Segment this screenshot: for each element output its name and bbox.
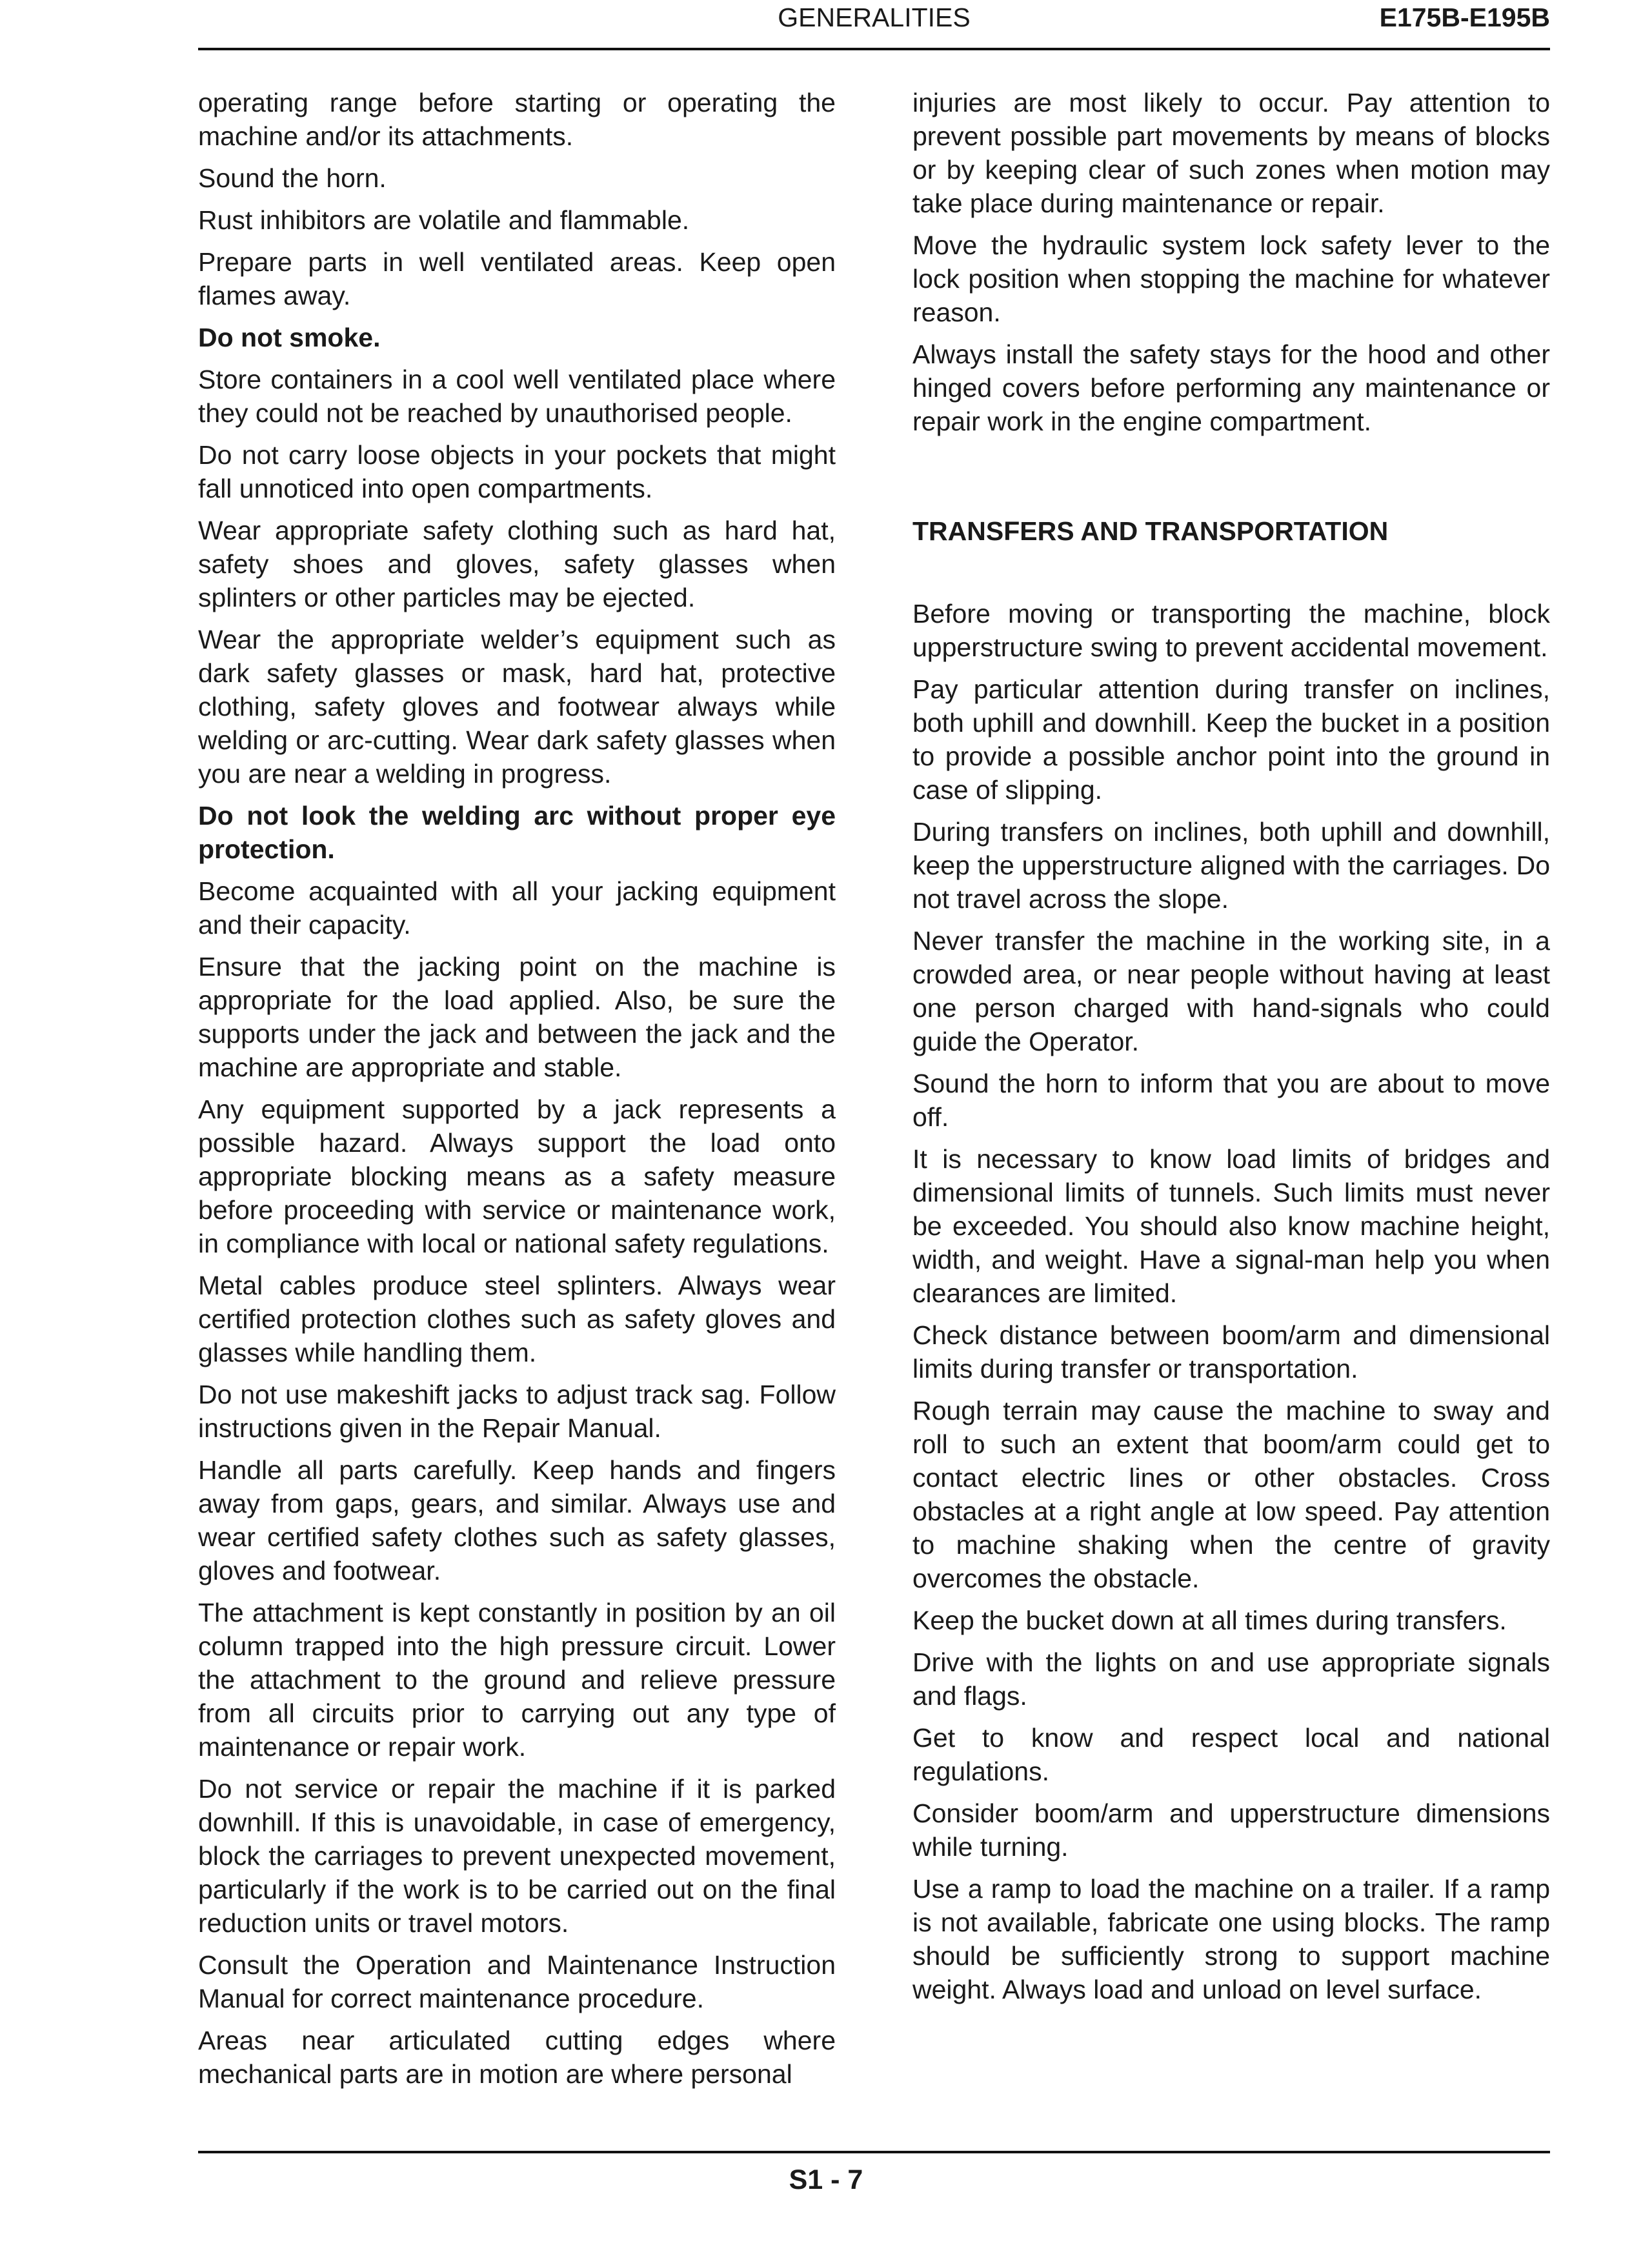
paragraph: Sound the horn to inform that you are about to move off.: [912, 1069, 1550, 1132]
page-header: [198, 0, 1550, 50]
paragraph: Any equipment supported by a jack represents a possible hazard. Always support the load onto appropriate blocking means as a safety measure before proceeding with service or maintenance work, in compliance with local or national safety regulations.: [198, 1094, 836, 1258]
left-column: [198, 86, 836, 2099]
paragraph: Do not service or repair the machine if it is parked downhill. If this is unavoidable, in case of emergency, block the carriages to prevent unexpected movement, particularly if the work is to be carried out on the final reduction units or travel motors.: [198, 1774, 836, 1938]
paragraph: Handle all parts carefully. Keep hands and fingers away from gaps, gears, and similar. Always use and wear certified safety clothes such as safety glasses, gloves and footwear.: [198, 1455, 836, 1586]
right-column: [912, 86, 1550, 2015]
paragraph: Keep the bucket down at all times during transfers.: [912, 1606, 1507, 1635]
warning-paragraph: Do not look the welding arc without proper eye protection.: [198, 801, 836, 864]
paragraph: Pay particular attention during transfer on inclines, both uphill and downhill. Keep the bucket in a position to provide a possible anchor point into the ground in case of slipping.: [912, 674, 1550, 805]
paragraph: Check distance between boom/arm and dimensional limits during transfer or transportation.: [912, 1320, 1550, 1384]
paragraph: Do not use makeshift jacks to adjust track sag. Follow instructions given in the Repair Manual.: [198, 1380, 836, 1443]
paragraph: Get to know and respect local and national regulations.: [912, 1723, 1550, 1786]
paragraph: Never transfer the machine in the working site, in a crowded area, or near people without having at least one person charged with hand-signals who could guide the Operator.: [912, 926, 1550, 1056]
paragraph: Metal cables produce steel splinters. Always wear certified protection clothes such as safety gloves and glasses while handling them.: [198, 1271, 836, 1367]
paragraph: Before moving or transporting the machine, block upperstructure swing to prevent accidental movement.: [912, 599, 1550, 662]
paragraph: injuries are most likely to occur. Pay attention to prevent possible part movements by means of blocks or by keeping clear of such zones when motion may take place during maintenance or repair.: [912, 88, 1550, 218]
paragraph: Rough terrain may cause the machine to sway and roll to such an extent that boom/arm could get to contact electric lines or other obstacles. Cross obstacles at a right angle at low speed. Pay attention to machine shaking when the centre of gravity overcomes the obstacle.: [912, 1396, 1550, 1593]
paragraph: The attachment is kept constantly in position by an oil column trapped into the high pressure circuit. Lower the attachment to the ground and relieve pressure from all circuits prior to carrying out any type of maintenance or repair work.: [198, 1598, 836, 1762]
warning-paragraph: Do not smoke.: [198, 323, 381, 352]
paragraph: Sound the horn.: [198, 163, 387, 193]
paragraph: Prepare parts in well ventilated areas. Keep open flames away.: [198, 247, 836, 310]
footer-divider: [198, 2151, 1550, 2153]
paragraph: Always install the safety stays for the hood and other hinged covers before performing any maintenance or repair work in the engine compartment.: [912, 339, 1550, 436]
paragraph: Consider boom/arm and upperstructure dimensions while turning.: [912, 1798, 1550, 1862]
section-title: GENERALITIES: [778, 3, 971, 32]
paragraph: Areas near articulated cutting edges where mechanical parts are in motion are where personal: [198, 2026, 836, 2089]
paragraph: Do not carry loose objects in your pockets that might fall unnoticed into open compartments.: [198, 440, 836, 503]
paragraph: Become acquainted with all your jacking equipment and their capacity.: [198, 876, 836, 940]
paragraph: Wear appropriate safety clothing such as hard hat, safety shoes and gloves, safety glasses when splinters or other particles may be ejected.: [198, 516, 836, 612]
section-heading: TRANSFERS AND TRANSPORTATION: [912, 516, 1389, 546]
paragraph: Move the hydraulic system lock safety lever to the lock position when stopping the machine for whatever reason.: [912, 230, 1550, 327]
paragraph: It is necessary to know load limits of bridges and dimensional limits of tunnels. Such limits must never be exceeded. You should also know machine height, width, and weight. Have a signal-man help you when clearances are limited.: [912, 1144, 1550, 1308]
paragraph: Use a ramp to load the machine on a trailer. If a ramp is not available, fabricate one using blocks. The ramp should be sufficiently strong to support machine weight. Always load and unload on level surface.: [912, 1874, 1550, 2004]
paragraph: Consult the Operation and Maintenance Instruction Manual for correct maintenance procedure.: [198, 1950, 836, 2013]
paragraph: Store containers in a cool well ventilated place where they could not be reached by unauthorised people.: [198, 365, 836, 428]
paragraph: Rust inhibitors are volatile and flammable.: [198, 205, 690, 235]
paragraph: During transfers on inclines, both uphill and downhill, keep the upperstructure aligned with the carriages. Do not travel across the slope.: [912, 817, 1550, 914]
paragraph: Ensure that the jacking point on the machine is appropriate for the load applied. Also, be sure the supports under the jack and between the jack and the machine are appropriate and stable.: [198, 952, 836, 1082]
paragraph: Wear the appropriate welder’s equipment such as dark safety glasses or mask, hard hat, protective clothing, safety gloves and footwear always while welding or arc-cutting. Wear dark safety glasses when you are near a welding in progress.: [198, 625, 836, 789]
page-number: S1 - 7: [789, 2164, 863, 2195]
model-number: E175B-E195B: [1379, 3, 1550, 32]
paragraph: operating range before starting or operating the machine and/or its attachments.: [198, 88, 836, 151]
paragraph: Drive with the lights on and use appropriate signals and flags.: [912, 1647, 1550, 1711]
